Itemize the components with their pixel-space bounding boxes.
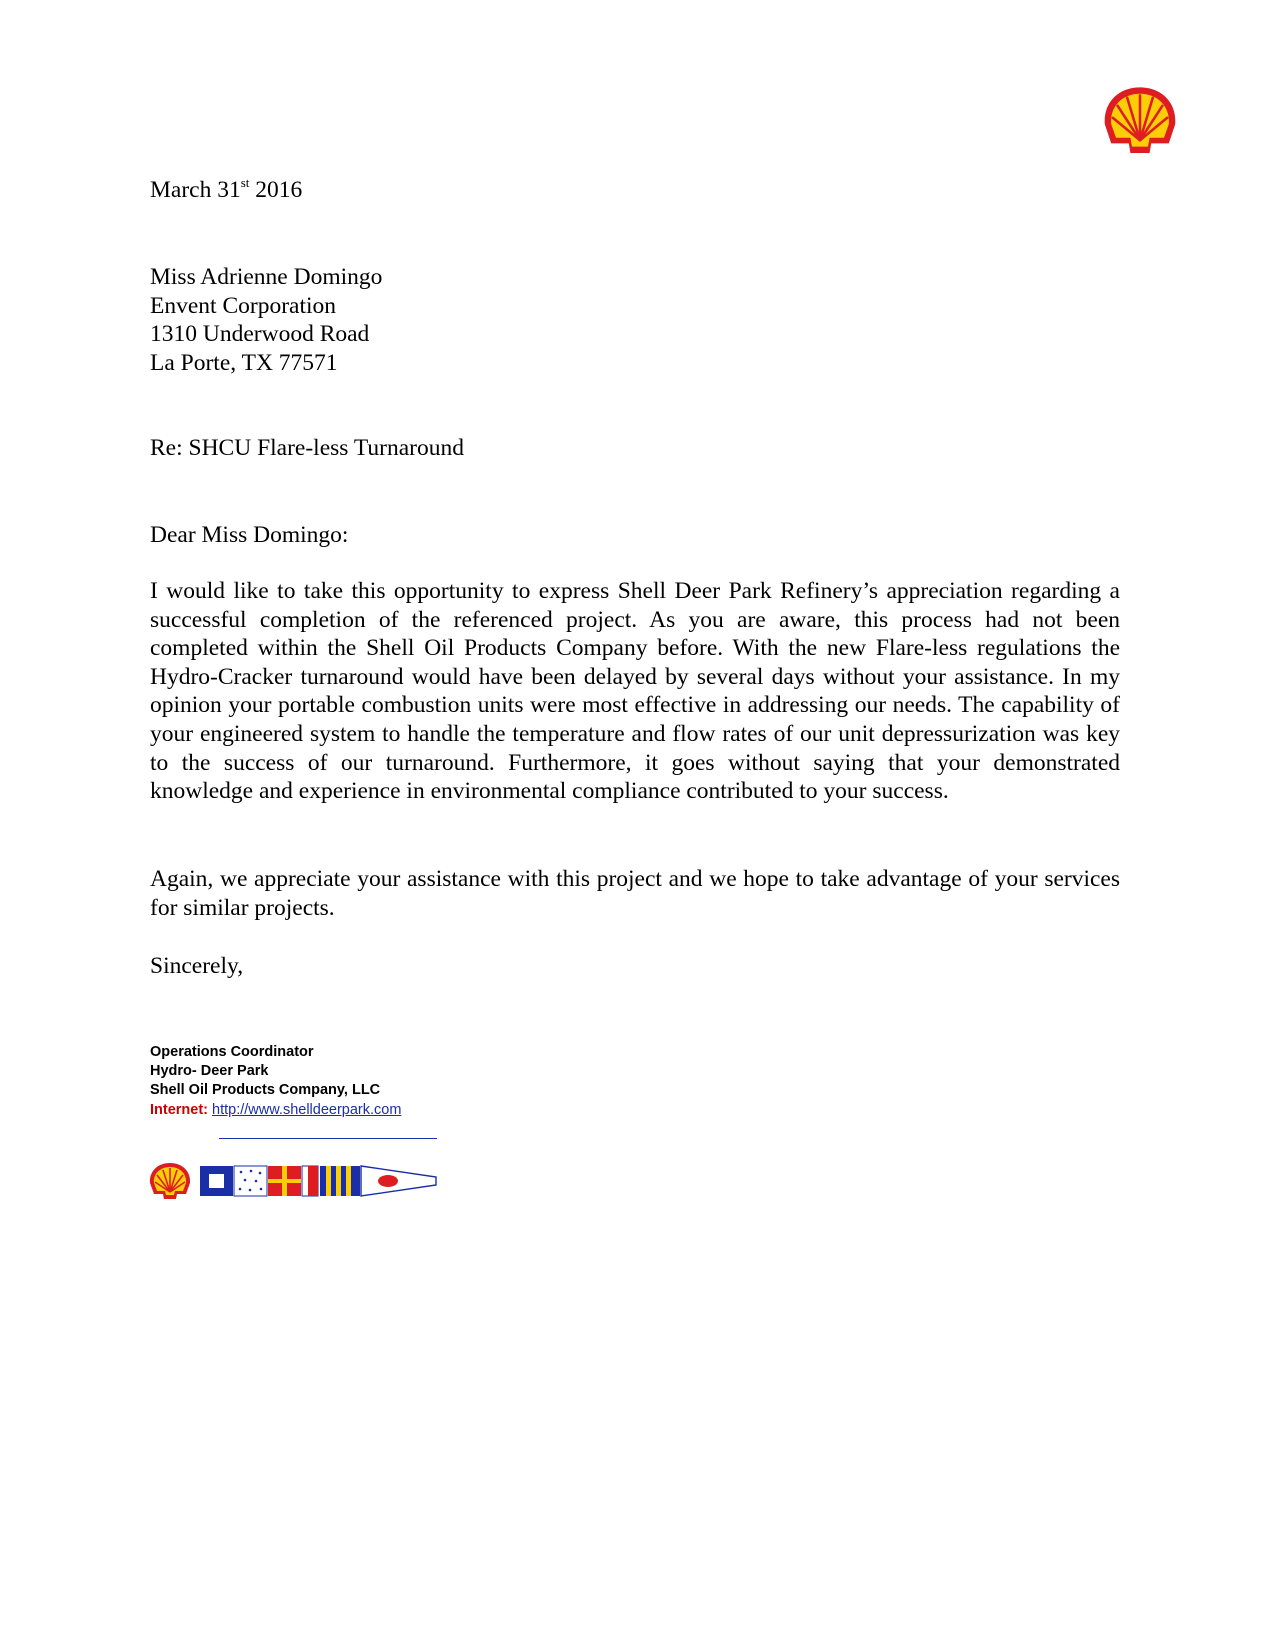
date-year: 2016 [249,177,303,203]
recipient-company: Envent Corporation [150,292,337,319]
recipient-city: La Porte, TX 77571 [150,349,338,376]
signature-divider [219,1138,437,1139]
date-text: March 31 [150,177,241,203]
signature-department: Hydro- Deer Park [150,1063,269,1080]
signature-internet [150,1101,401,1120]
shell-pecten-icon [150,1163,190,1199]
signature-title: Operations Coordinator [150,1044,314,1060]
recipient-address [150,263,382,377]
signature-block [150,1043,401,1120]
salutation: Dear Miss Domingo: [150,522,349,548]
closing: Sincerely, [150,953,244,979]
signal-flags-icon [200,1166,436,1196]
recipient-street: 1310 Underwood Road [150,321,370,348]
body-paragraph-2: Again, we appreciate your assistance with this project and we hope to take advantage of your services for similar projects. [150,866,1120,921]
subject-line: Re: SHCU Flare-less Turnaround [150,435,464,461]
signature-company: Shell Oil Products Company, LLC [150,1082,381,1099]
date-suffix: st [240,175,250,190]
footer-logo-strip [148,1160,438,1202]
letter-date [150,176,302,205]
shell-pecten-icon [1100,84,1180,158]
internet-label: Internet: [150,1101,208,1118]
recipient-name: Miss Adrienne Domingo [150,264,383,290]
body-paragraph-1: I would like to take this opportunity to express Shell Deer Park Refinery’s appreciation regarding a successful completion of the referenced project. As you are aware, this process had not been completed within the Shell Oil Products Company before. With the new Flare-less regulations the Hydro-Cracker turnaround would have been delayed by several days without your assistance. In my opinion your portable combustion units were most effective in addressing our needs. The capability of your engineered system to handle the temperature and flow rates of our unit depressurization was key to the success of our turnaround. Furthermore, it goes without saying that your demonstrated knowledge and experience in environmental compliance contributed to your success. [150,578,1120,805]
internet-link[interactable]: http://www.shelldeerpark.com [212,1101,402,1118]
